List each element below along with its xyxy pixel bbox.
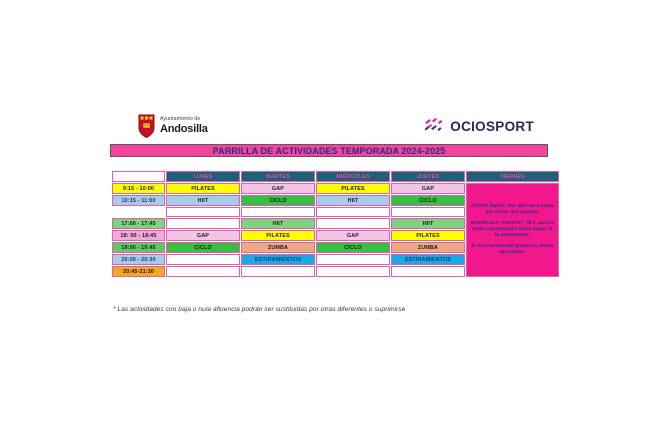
column-header-martes: MARTES [241,171,315,182]
poster-title-bar [110,144,548,157]
schedule-table [111,170,560,278]
activity-cell: PILATES [391,230,465,241]
separator-cell [166,207,240,217]
activity-cell: PILATES [241,230,315,241]
activity-cell: ESTIRAMIENTOS [241,254,315,265]
activity-cell: GAP [391,183,465,194]
separator-cell [391,207,465,217]
page-title: PARRILLA DE ACTIVIDADES TEMPORADA 2024-2025 [212,145,446,156]
column-header-lunes: LUNES [166,171,240,182]
header-corner-blank [112,171,165,182]
table-header-row [112,171,559,182]
andosilla-label: Andosilla [160,122,208,135]
empty-cell [391,266,465,277]
activity-cell: CICLO [316,242,390,253]
time-slot-cell: 20:00 - 20:30 [112,254,165,265]
column-header-miercoles: MIÉRCOLES [316,171,390,182]
separator-cell [241,207,315,217]
activity-cell: GAP [166,230,240,241]
andosilla-wordmark [160,117,208,134]
column-header-jueves: JUEVES [391,171,465,182]
promo-line: MATRÍCULA "GRATIS": 45 €, pero si estás con nosotros hasta mayo, te lo devolvemos. [470,221,555,238]
separator-cell [112,207,165,217]
promo-offers-cell [466,183,559,277]
column-header-viernes: VIERNES [466,171,559,182]
activity-cell: HIIT [166,195,240,206]
empty-cell [241,266,315,277]
activity-cell: HIIT [316,195,390,206]
activity-cell: ESTIRAMIENTOS [391,254,465,265]
empty-cell [166,218,240,229]
activity-cell: ZUMBA [241,242,315,253]
andosilla-logo [138,114,208,138]
ociosport-label: OCIOSPORT [450,118,534,134]
ayuntamiento-label: Ayuntamiento de [160,116,201,123]
activity-cell: ZUMBA [391,242,465,253]
time-slot-cell: 9:15 - 10:00 [112,183,165,194]
activity-cell: HIIT [241,218,315,229]
activity-cell: GAP [241,183,315,194]
time-slot-cell: 18: 00 - 18:45 [112,230,165,241]
time-slot-cell: 10:15 - 11:00 [112,195,165,206]
activity-cell: CICLO [166,242,240,253]
empty-cell [316,254,390,265]
separator-cell [316,207,390,217]
logo-bar [108,110,552,142]
activity-cell: PILATES [316,183,390,194]
table-row [112,183,559,194]
footnote-text: * Las actividades con baja o nula afluencia podrán ser sustituidas por otras diferentes o suprimirse [113,306,406,313]
coat-of-arms-icon [138,114,155,138]
ociosport-dots-icon [424,118,445,134]
time-slot-cell: 17:00 - 17:45 [112,218,165,229]
time-slot-cell: 19:00 - 19:45 [112,242,165,253]
empty-cell [316,266,390,277]
ociosport-logo [424,118,534,134]
activity-cell: CICLO [391,195,465,206]
promo-line: CUOTA ÚNICA: Por 45€ ven a todas las clases que quieras. [471,204,554,216]
activity-cell: CICLO [241,195,315,206]
schedule-body [112,183,559,277]
empty-cell [166,266,240,277]
time-slot-cell: 20:45-21:30 [112,266,165,277]
empty-cell [316,218,390,229]
activity-cell: GAP [316,230,390,241]
empty-cell [166,254,240,265]
activity-cell: HIIT [391,218,465,229]
promo-line: Si eres socio/a del gimnasio, tienes descuento. [471,243,554,255]
activity-cell: PILATES [166,183,240,194]
